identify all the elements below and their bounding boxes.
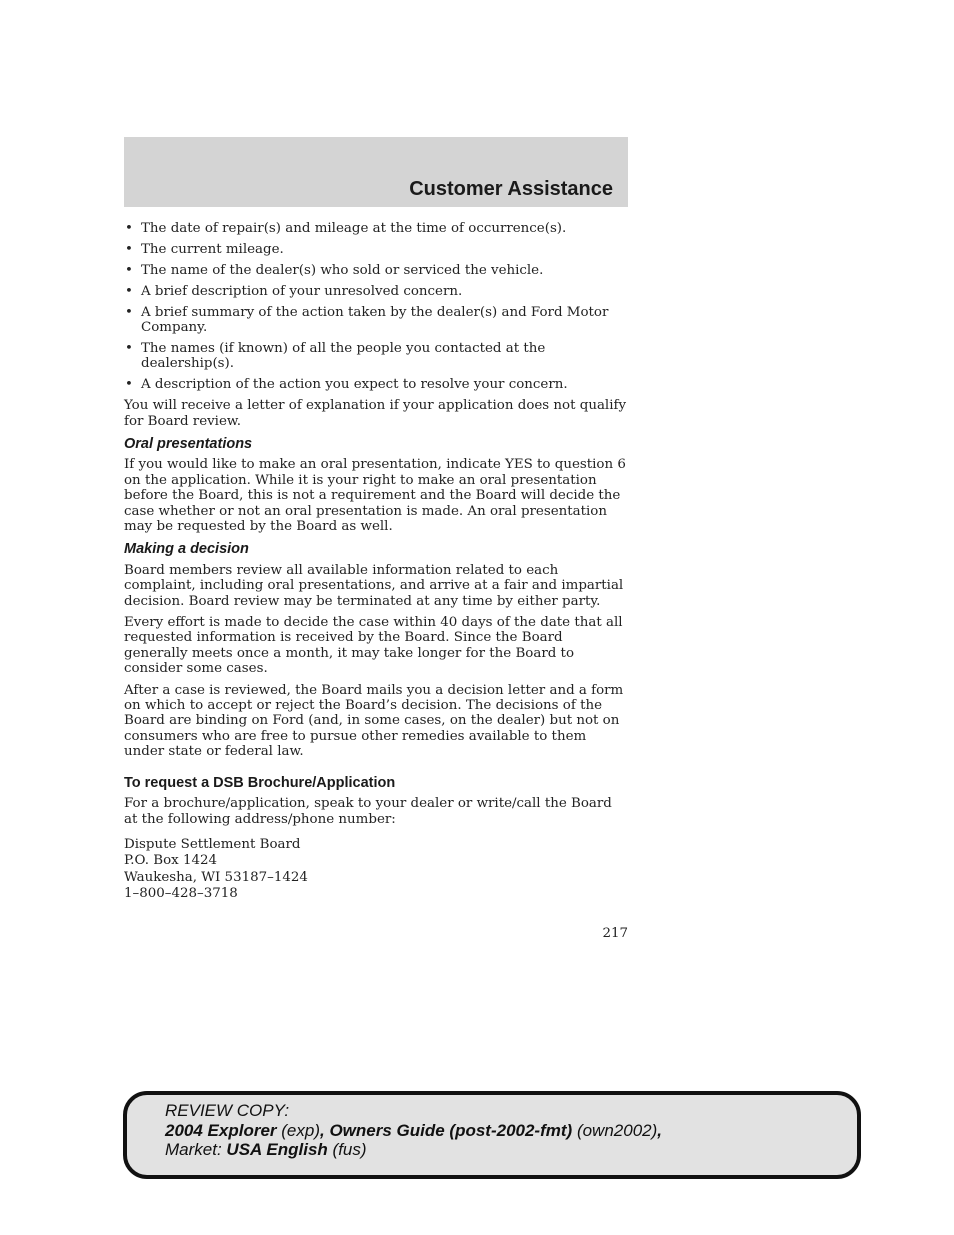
explanation-paragraph: You will receive a letter of explanation if your application does not qualify for Board review. xyxy=(124,398,627,429)
review-label: REVIEW COPY: xyxy=(165,1101,290,1120)
bullet-icon: • xyxy=(125,283,133,299)
market-code: (fus) xyxy=(332,1140,367,1159)
oral-presentations-paragraph: If you would like to make an oral presentation, indicate YES to question 6 on the application. While it is your right to make an oral presentation before the Board, this is not a requirement and the Board will decide the case whether or not an oral presentation is made. An oral presentation may be requested by the Board as well. xyxy=(124,457,626,534)
list-item: • The names (if known) of all the people you contacted at the dealership(s). xyxy=(125,340,546,372)
list-item: • The name of the dealer(s) who sold or serviced the vehicle. xyxy=(125,262,544,278)
address-line: Dispute Settlement Board xyxy=(124,836,301,852)
list-item: • A description of the action you expect to resolve your concern. xyxy=(125,377,568,393)
market-name: USA English xyxy=(226,1140,328,1159)
section-header-band xyxy=(124,137,628,207)
guide-name: Owners Guide (post-2002-fmt) xyxy=(329,1120,573,1140)
list-item: • A brief description of your unresolved concern. xyxy=(125,283,463,299)
address-line: P.O. Box 1424 xyxy=(124,853,218,869)
bullet-icon: • xyxy=(125,340,133,356)
phone-number: 1–800–428–3718 xyxy=(124,886,238,902)
page-number: 217 xyxy=(602,926,628,941)
section-title: Customer Assistance xyxy=(409,178,613,200)
decision-paragraph: After a case is reviewed, the Board mails you a decision letter and a form on which to accept or reject the Board’s decision. The decisions of the Board are binding on Ford (and, in some cases, on the dealer) but not on consumers who are free to pursue other remedies available to them under state or federal law. xyxy=(124,682,624,760)
bullet-icon: • xyxy=(125,221,133,236)
board-address xyxy=(124,837,628,903)
list-item: • The current mileage. xyxy=(125,241,284,257)
bullet-icon: • xyxy=(125,304,133,320)
page-content xyxy=(124,221,628,903)
model-code: (exp) xyxy=(281,1120,320,1140)
bullet-icon: • xyxy=(125,262,133,278)
list-item: • The date of repair(s) and mileage at the time of occurrence(s). xyxy=(125,221,567,236)
decision-paragraph: Every effort is made to decide the case within 40 days of the date that all requested information is received by the Board. Since the Board generally meets once a month, it may take longer for the Board to consider some cases. xyxy=(124,615,623,677)
making-decision-heading: Making a decision xyxy=(124,541,249,558)
requirements-list xyxy=(124,221,628,393)
oral-presentations-heading: Oral presentations xyxy=(124,435,253,452)
decision-paragraph: Board members review all available information related to each complaint, including oral presentations, and arrive at a fair and impartial decision. Board review may be terminated at any time by either party. xyxy=(124,562,624,609)
model-name: 2004 Explorer xyxy=(165,1120,277,1140)
bullet-icon: • xyxy=(125,241,133,257)
dsb-request-paragraph: For a brochure/application, speak to your dealer or write/call the Board at the following address/phone number: xyxy=(124,796,612,827)
list-item: • A brief summary of the action taken by the dealer(s) and Ford Motor Company. xyxy=(125,304,609,336)
guide-code: (own2002) xyxy=(576,1120,658,1140)
market-label: Market: xyxy=(165,1140,222,1159)
review-copy-box xyxy=(123,1091,861,1179)
address-line: Waukesha, WI 53187–1424 xyxy=(124,869,308,885)
bullet-icon: • xyxy=(125,377,133,393)
review-copy-text: REVIEW COPY: 2004 Explorer (exp), Owners Guide (post-2002-fmt) (own2002), Market: USA English (fus) xyxy=(165,1101,662,1159)
dsb-request-heading: To request a DSB Brochure/Application xyxy=(124,774,396,791)
